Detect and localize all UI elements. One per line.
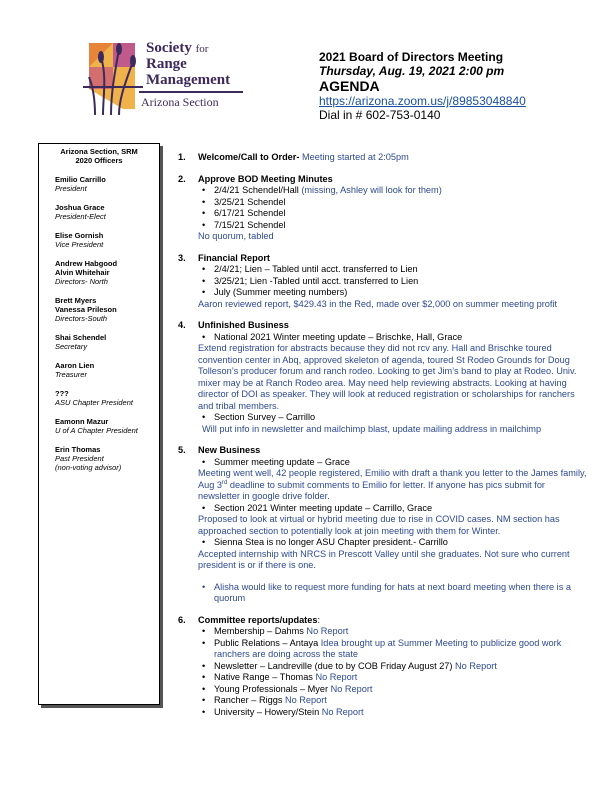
- list-item: • National 2021 Winter meeting update – Brischke, Hall, Grace: [214, 332, 588, 344]
- list-item: • Sienna Stea is no longer ASU Chapter president.- Carrillo: [214, 537, 588, 549]
- list-item: • 7/15/21 Schendel: [214, 220, 588, 232]
- logo-text-range: Range: [146, 56, 187, 72]
- list-item: • Alisha would like to request more funding for hats at next board meeting when there is a quorum: [214, 582, 588, 605]
- section-note: Will put info in newsletter and mailchimp blast, update mailing address in mailchimp: [202, 423, 542, 434]
- officer-entry: Joshua Grace President-Elect: [55, 203, 106, 221]
- agenda-body: [178, 152, 588, 728]
- officer-entry: Aaron Lien Treasurer: [55, 361, 95, 379]
- officer-entry: Erin Thomas Past President (non-voting advisor): [55, 445, 122, 472]
- officer-entry: Emilio Carrillo President: [55, 175, 106, 193]
- officer-entry: Eamonn Mazur U of A Chapter President: [55, 417, 138, 435]
- agenda-section-5: 5. New Business • Summer meeting update – Grace Meeting went well, 42 people registered, Emilio with draft a thank you letter to the James family, Aug 3rd deadline to submit comments to Emilio for letter. If anyone has pics submit for newsletter in google drive folder. • Section 2021 Winter meeting update – Carrillo, Grace Proposed to look at virtual or hybrid meeting due to rise in COVID cases. NM section has approached section to potentially look at join meeting with them for Winter. • Sienna Stea is no longer ASU Chapter president.- Carrillo Accepted internship with NRCS in Prescott Valley until she graduates. Not sure who current president is or if there is one. • Alisha would like to request more funding for hats at next board meeting when there is a quorum: [178, 445, 588, 605]
- list-item: • Membership – Dahms No Report: [214, 626, 588, 638]
- section-note: Aaron reviewed report, $429.43 in the Red, made over $2,000 on summer meeting profit: [198, 298, 558, 309]
- list-item: • Young Professionals – Myer No Report: [214, 684, 588, 696]
- logo-text-society: Society for: [146, 40, 209, 56]
- officer-entry: ??? ASU Chapter President: [55, 389, 133, 407]
- section-title: Unfinished Business: [198, 320, 289, 330]
- section-note: No quorum, tabled: [198, 231, 274, 241]
- section-title: Welcome/Call to Order-: [198, 152, 300, 162]
- dial-in-number: Dial in # 602-753-0140: [319, 108, 441, 122]
- srm-logo: [83, 37, 243, 117]
- list-item: • 6/17/21 Schendel: [214, 208, 588, 220]
- agenda-section-3: 3. Financial Report • 2/4/21; Lien – Tabled until acct. transferred to Lien • 3/25/21; Lien -Tabled until acct. transferred to Lien • July (Summer meeting numbers) Aaron reviewed report, $429.43 in the Red, made over $2,000 on summer meeting profit: [178, 253, 588, 311]
- agenda-section-2: 2. Approve BOD Meeting Minutes • 2/4/21 Schendel/Hall (missing, Ashley will look for them) • 3/25/21 Schendel • 6/17/21 Schendel • 7/15/21 Schendel No quorum, tabled: [178, 174, 588, 243]
- list-item: • 2/4/21 Schendel/Hall (missing, Ashley will look for them): [214, 185, 588, 197]
- meeting-date: Thursday, Aug. 19, 2021 2:00 pm: [319, 64, 505, 78]
- list-item: • Rancher – Riggs No Report: [214, 695, 588, 707]
- list-item: • 3/25/21; Lien -Tabled until acct. transferred to Lien: [214, 276, 588, 288]
- section-note: Proposed to look at virtual or hybrid meeting due to rise in COVID cases. NM section has approached section to potentially look at join meeting with them for Winter.: [198, 514, 560, 536]
- section-note: Meeting went well, 42 people registered, Emilio with draft a thank you letter to the James family, Aug 3rd deadline to submit comments to Emilio for letter. If anyone has pics submit for newsletter in google drive folder.: [198, 468, 587, 501]
- meeting-header: [319, 50, 589, 122]
- agenda-section-4: 4. Unfinished Business • National 2021 Winter meeting update – Brischke, Hall, Grace Extend registration for abstracts because they did not rcv any. Hall and Brischke toured convention center in Abq, approved skeleton of agenda, toured St Rodeo Grounds for Doug Tolleson’s producer forum and ranch rodeo. Looking to get Jim’s band to play at Rodeo. Univ. mixer may be at Ranch Rodeo area. May need help reviewing abstracts. Looking at having director of DOI as speaker. They will look at reduced registration or scholarships for ranchers and tribal members. • Section Survey – Carrillo Will put info in newsletter and mailchimp blast, update mailing address in mailchimp: [178, 320, 588, 435]
- list-item: • Native Range – Thomas No Report: [214, 672, 588, 684]
- list-item: • 2/4/21; Lien – Tabled until acct. transferred to Lien: [214, 264, 588, 276]
- list-item: • Summer meeting update – Grace: [214, 457, 588, 469]
- officers-heading: Arizona Section, SRM 2020 Officers: [60, 147, 138, 165]
- section-note: Extend registration for abstracts because they did not rcv any. Hall and Brischke toured convention center in Abq, approved skeleton of agenda, toured St Rodeo Grounds for Doug Tolleson’s producer forum and ranch rodeo. Looking to get Jim’s band to play at Rodeo. Univ. mixer may be at Ranch Rodeo area. May need help reviewing abstracts. Looking at having director of DOI as speaker. They will look at reduced registration or scholarships for ranchers and tribal members.: [198, 343, 577, 411]
- list-item: • Section Survey – Carrillo: [214, 412, 588, 424]
- list-item: • Public Relations – Antaya Idea brought up at Summer Meeting to publicize good work ranchers are doing across the state: [214, 638, 588, 661]
- officer-entry: Andrew Habgood Alvin Whitehair Directors- North: [55, 259, 118, 286]
- list-item: • Section 2021 Winter meeting update – Carrillo, Grace: [214, 503, 588, 515]
- officer-entry: Elise Gornish Vice President: [55, 231, 104, 249]
- officers-sidebar: [38, 143, 160, 705]
- list-item: • Newsletter – Landreville (due to by COB Friday August 27) No Report: [214, 661, 588, 673]
- section-title: Financial Report: [198, 252, 270, 263]
- list-item: • 3/25/21 Schendel: [214, 197, 588, 209]
- section-title: Committee reports/updates:: [198, 614, 321, 625]
- officer-entry: Shai Schendel Secretary: [55, 333, 107, 351]
- list-item: • July (Summer meeting numbers): [214, 287, 588, 299]
- logo-text-management: Management: [146, 72, 231, 88]
- logo-divider: [139, 91, 243, 93]
- meeting-title: 2021 Board of Directors Meeting: [319, 50, 504, 64]
- section-note: Accepted internship with NRCS in Prescott Valley until she graduates. Not sure who current president is or if there is one.: [198, 548, 570, 570]
- officer-entry: Brett Myers Vanessa Prileson Directors-South: [55, 296, 117, 323]
- zoom-link[interactable]: https://arizona.zoom.us/j/89853048840: [319, 94, 526, 108]
- logo-text-arizona-section: Arizona Section: [141, 95, 219, 109]
- agenda-heading: AGENDA: [319, 78, 380, 94]
- list-item: • University – Howery/Stein No Report: [214, 707, 588, 719]
- agenda-section-1: 1. Welcome/Call to Order- Meeting started at 2:05pm: [178, 152, 409, 162]
- section-title: Approve BOD Meeting Minutes: [198, 173, 333, 184]
- section-title: New Business: [198, 445, 261, 455]
- agenda-section-6: 6. Committee reports/updates: • Membership – Dahms No Report • Public Relations – Antaya Idea brought up at Summer Meeting to publicize good work ranchers are doing across the state • Newsletter – Landreville (due to by COB Friday August 27) No Report • Native Range – Thomas No Report • Young Professionals – Myer No Report • Rancher – Riggs No Report • University – Howery/Stein No Report: [178, 615, 588, 719]
